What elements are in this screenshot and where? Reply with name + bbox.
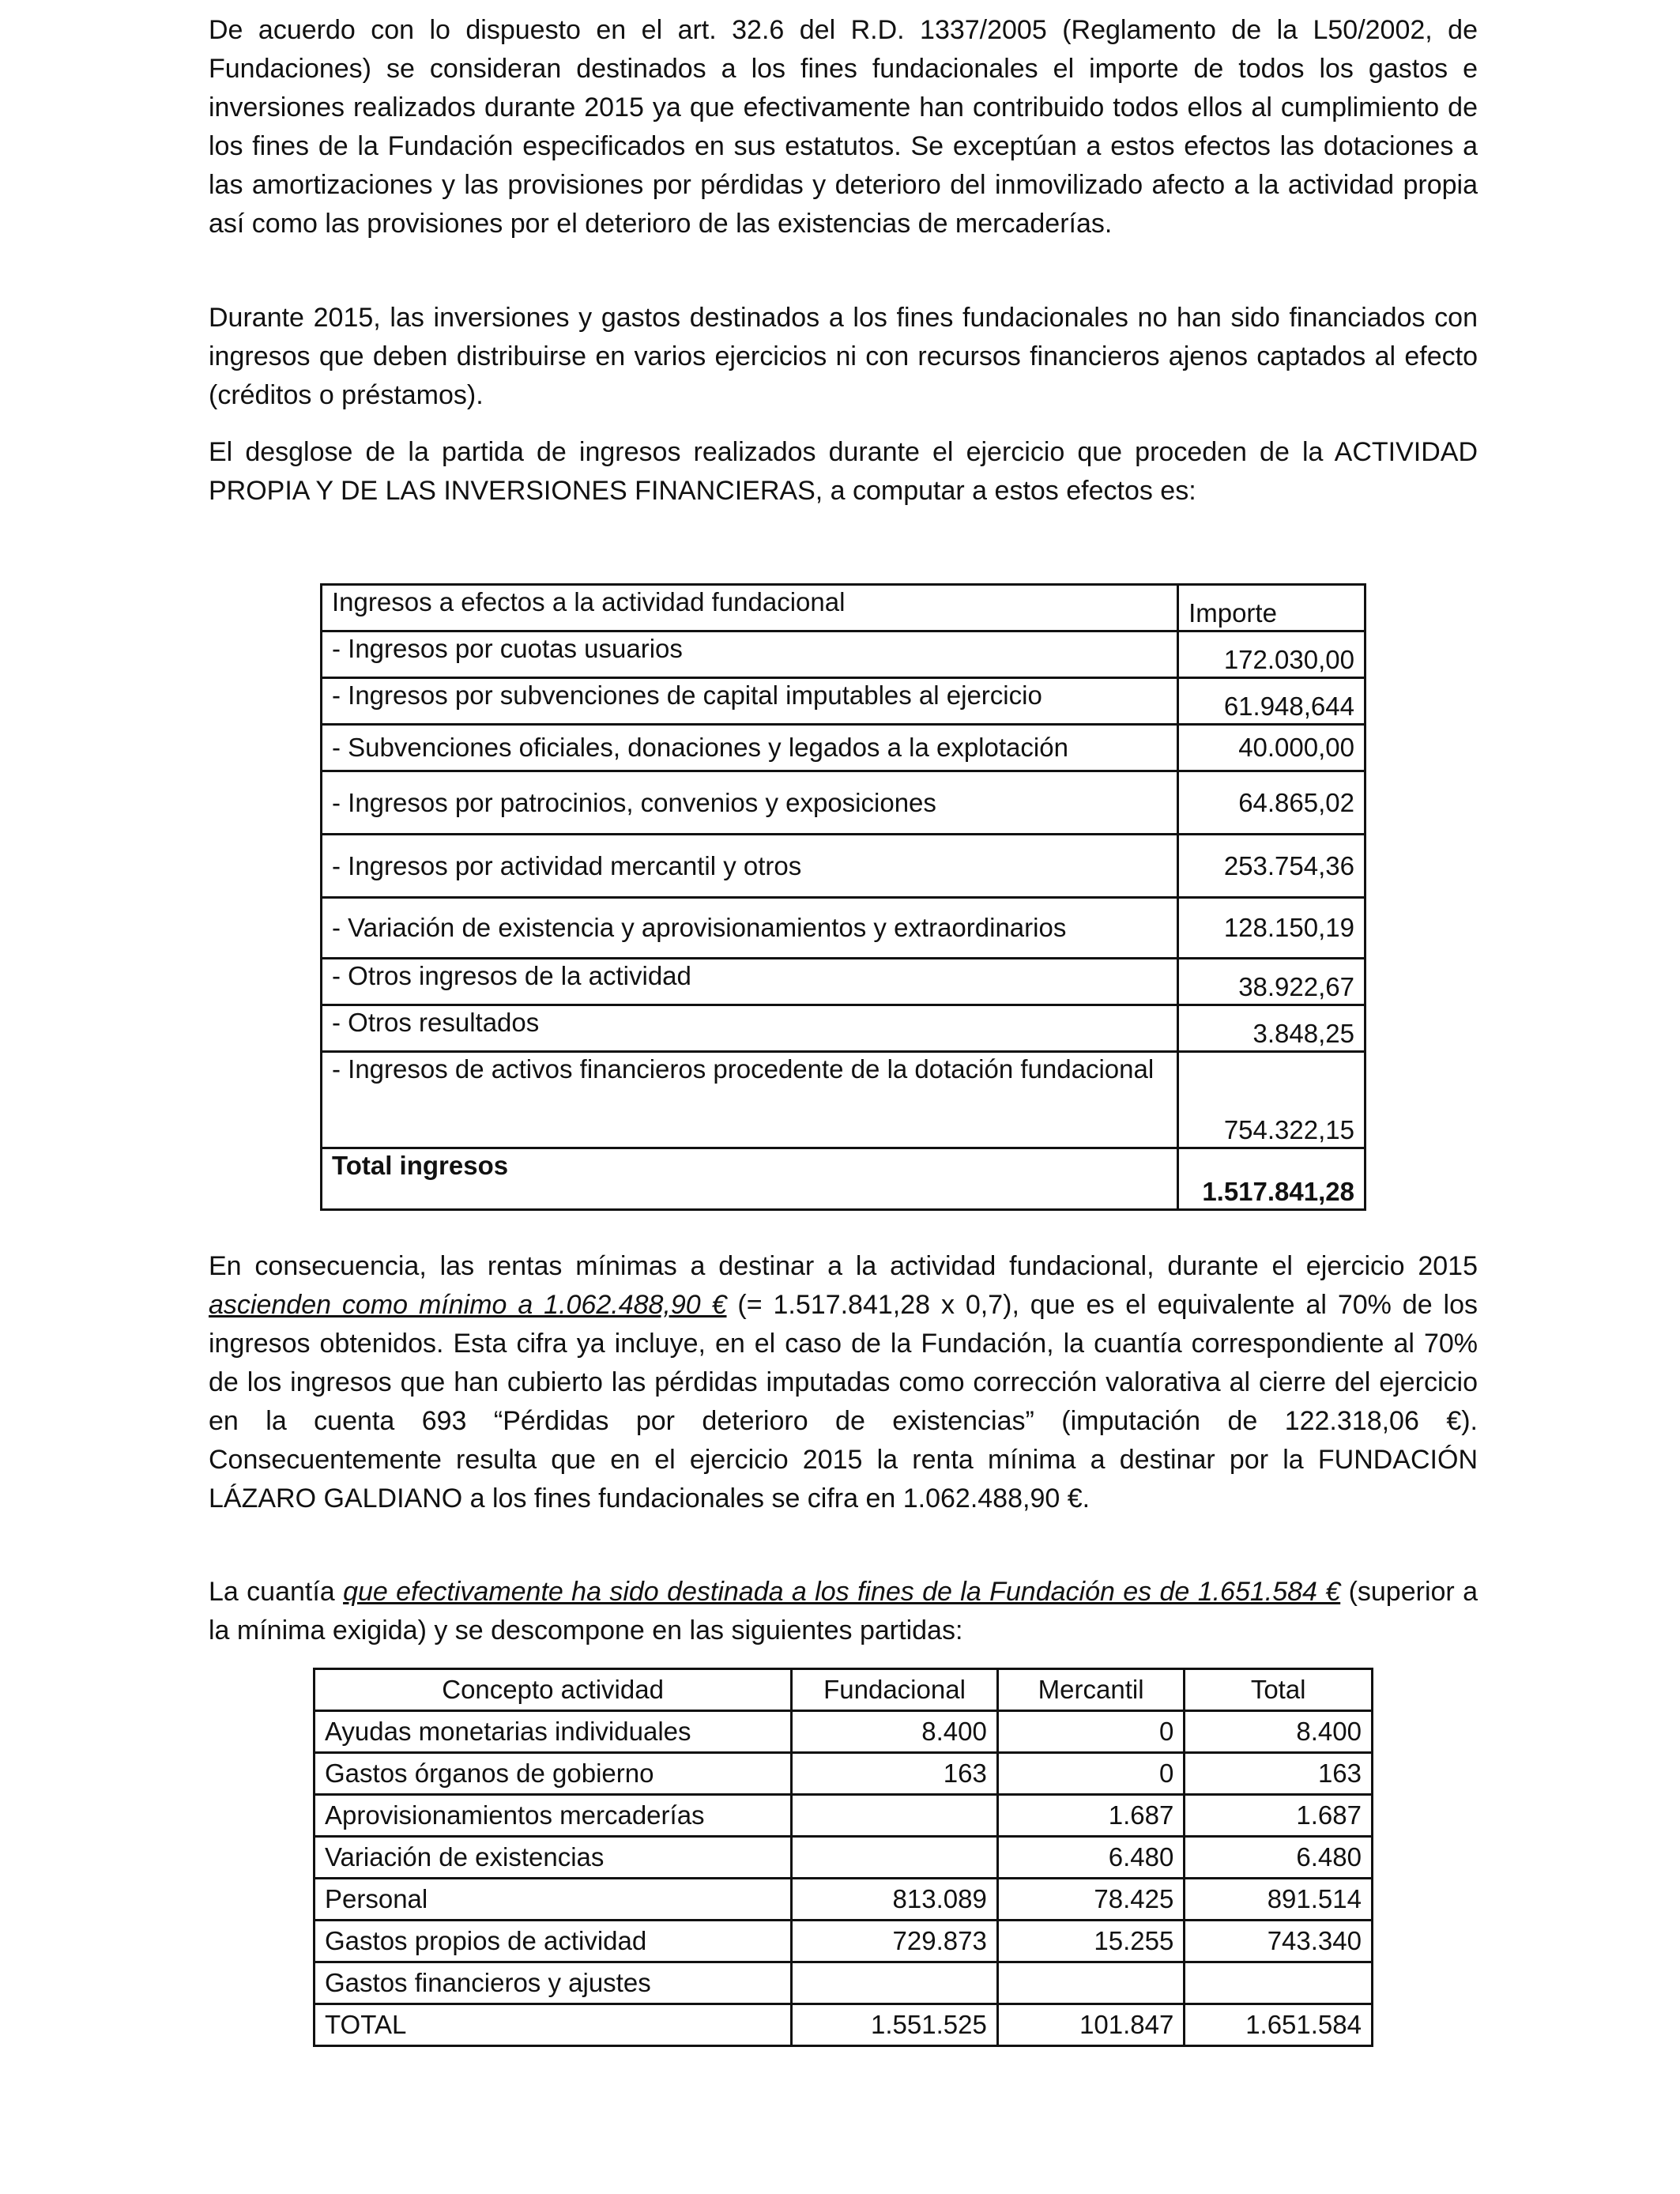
income-total-row	[322, 1148, 1365, 1210]
expense-fundacional: 163	[792, 1753, 998, 1795]
income-row	[322, 771, 1365, 835]
expense-total: 891.514	[1185, 1879, 1373, 1921]
expense-table-header	[315, 1669, 1373, 1711]
rentas-text-start: En consecuencia, las rentas mínimas a destinar a la actividad fundacional, durante el ejercicio 2015	[209, 1251, 1478, 1281]
expense-total-row	[315, 2004, 1373, 2046]
income-row-amount: 61.948,644	[1178, 678, 1365, 725]
income-row-label: - Otros ingresos de la actividad	[322, 959, 1178, 1005]
income-total-label: Total ingresos	[322, 1148, 1178, 1210]
rentas-minimas-highlight: ascienden como mínimo a 1.062.488,90 €	[209, 1290, 727, 1320]
income-row	[322, 1005, 1365, 1052]
income-row	[322, 1052, 1365, 1148]
expense-row	[315, 1962, 1373, 2004]
income-row	[322, 678, 1365, 725]
paragraph-fines-fundacionales: De acuerdo con lo dispuesto en el art. 32.6 del R.D. 1337/2005 (Reglamento de la L50/2002, de Fundaciones) se consideran destinados a los fines fundacionales el importe de todos los gastos e inversiones realizados durante 2015 ya que efectivamente han contribuido todos ellos al cumplimiento de los fines de la Fundación especificados en sus estatutos. Se exceptúan a estos efectos las dotaciones a las amortizaciones y las provisiones por pérdidas y deterioro del inmovilizado afecto a la actividad propia así como las provisiones por el deterioro de las existencias de mercaderías.	[209, 15, 1478, 239]
expense-total: 1.687	[1185, 1795, 1373, 1837]
income-row-amount: 128.150,19	[1178, 898, 1365, 959]
income-table-header	[322, 585, 1365, 631]
expense-concepto: Gastos órganos de gobierno	[315, 1753, 792, 1795]
expense-header-mercantil: Mercantil	[997, 1669, 1185, 1711]
income-row-amount: 38.922,67	[1178, 959, 1365, 1005]
expense-total	[1185, 1962, 1373, 2004]
expense-concepto: TOTAL	[315, 2004, 792, 2046]
expense-row	[315, 1795, 1373, 1837]
paragraph-desglose-ingresos: El desglose de la partida de ingresos realizados durante el ejercicio que proceden de la ACTIVIDAD PROPIA Y DE LAS INVERSIONES FINANCIERAS, a computar a estos efectos es:	[209, 437, 1478, 506]
expense-concepto: Gastos financieros y ajustes	[315, 1962, 792, 2004]
expense-total: 8.400	[1185, 1711, 1373, 1753]
expense-total: 1.651.584	[1185, 2004, 1373, 2046]
expense-fundacional: 813.089	[792, 1879, 998, 1921]
expense-concepto: Personal	[315, 1879, 792, 1921]
expense-concepto: Gastos propios de actividad	[315, 1921, 792, 1962]
expense-fundacional: 8.400	[792, 1711, 998, 1753]
expense-row	[315, 1711, 1373, 1753]
expense-concepto: Ayudas monetarias individuales	[315, 1711, 792, 1753]
expense-mercantil: 78.425	[997, 1879, 1185, 1921]
rentas-text-end: (= 1.517.841,28 x 0,7), que es el equivalente al 70% de los ingresos obtenidos. Esta cifra ya incluye, en el caso de la Fundación, la cuantía correspondiente al 70% de los ingresos que han cubierto las pérdidas imputadas como corrección valorativa al cierre del ejercicio en la cuenta 693 “Pérdidas por deterioro de existencias” (imputación de 122.318,06 €). Consecuentemente resulta que en el ejercicio 2015 la renta mínima a destinar por la FUNDACIÓN LÁZARO GALDIANO a los fines fundacionales se cifra en 1.062.488,90 €.	[209, 1290, 1478, 1514]
expense-header-total: Total	[1185, 1669, 1373, 1711]
income-row-label: - Otros resultados	[322, 1005, 1178, 1052]
expense-fundacional: 1.551.525	[792, 2004, 998, 2046]
expense-header-concepto: Concepto actividad	[315, 1669, 792, 1711]
expense-fundacional: 729.873	[792, 1921, 998, 1962]
income-total-amount: 1.517.841,28	[1178, 1148, 1365, 1210]
income-row-label: - Ingresos por actividad mercantil y otros	[322, 835, 1178, 898]
income-row	[322, 631, 1365, 678]
expense-mercantil: 0	[997, 1753, 1185, 1795]
paragraph-rentas-minimas	[209, 1247, 1478, 1518]
income-row-amount: 40.000,00	[1178, 725, 1365, 771]
income-row-label: - Ingresos de activos financieros procedente de la dotación fundacional	[322, 1052, 1178, 1148]
paragraph-financiacion: Durante 2015, las inversiones y gastos destinados a los fines fundacionales no han sido financiados con ingresos que deben distribuirse en varios ejercicios ni con recursos financieros ajenos captados al efecto (créditos o préstamos).	[209, 303, 1478, 410]
expense-fundacional	[792, 1962, 998, 2004]
paragraph-cuantia-destinada	[209, 1573, 1478, 1650]
cuantia-highlight: que efectivamente ha sido destinada a los fines de la Fundación es de 1.651.584 €	[343, 1577, 1341, 1607]
expense-mercantil: 15.255	[997, 1921, 1185, 1962]
income-row-label: - Ingresos por cuotas usuarios	[322, 631, 1178, 678]
income-header-amount: Importe	[1178, 585, 1365, 631]
expense-row	[315, 1837, 1373, 1879]
expense-mercantil: 0	[997, 1711, 1185, 1753]
expense-fundacional	[792, 1795, 998, 1837]
income-row-amount: 754.322,15	[1178, 1052, 1365, 1148]
expense-header-fundacional: Fundacional	[792, 1669, 998, 1711]
expense-table	[313, 1668, 1373, 2047]
income-row-amount: 3.848,25	[1178, 1005, 1365, 1052]
income-row-label: - Ingresos por subvenciones de capital imputables al ejercicio	[322, 678, 1178, 725]
expense-concepto: Aprovisionamientos mercaderías	[315, 1795, 792, 1837]
income-row	[322, 725, 1365, 771]
expense-mercantil: 101.847	[997, 2004, 1185, 2046]
income-header-label: Ingresos a efectos a la actividad fundacional	[322, 585, 1178, 631]
cuantia-text-start: La cuantía	[209, 1577, 344, 1607]
income-row	[322, 835, 1365, 898]
income-row-amount: 64.865,02	[1178, 771, 1365, 835]
expense-mercantil: 1.687	[997, 1795, 1185, 1837]
expense-concepto: Variación de existencias	[315, 1837, 792, 1879]
expense-row	[315, 1921, 1373, 1962]
income-table	[320, 583, 1366, 1211]
expense-total: 6.480	[1185, 1837, 1373, 1879]
expense-mercantil	[997, 1962, 1185, 2004]
income-row-label: - Variación de existencia y aprovisionamientos y extraordinarios	[322, 898, 1178, 959]
expense-row	[315, 1753, 1373, 1795]
expense-fundacional	[792, 1837, 998, 1879]
cuantia-text-end: (superior a la mínima exigida) y se descompone en las siguientes partidas:	[209, 1577, 1478, 1646]
expense-mercantil: 6.480	[997, 1837, 1185, 1879]
income-row-label: - Ingresos por patrocinios, convenios y exposiciones	[322, 771, 1178, 835]
income-row	[322, 898, 1365, 959]
income-row-amount: 172.030,00	[1178, 631, 1365, 678]
income-row-amount: 253.754,36	[1178, 835, 1365, 898]
income-row-label: - Subvenciones oficiales, donaciones y legados a la explotación	[322, 725, 1178, 771]
expense-total: 743.340	[1185, 1921, 1373, 1962]
income-row	[322, 959, 1365, 1005]
expense-row	[315, 1879, 1373, 1921]
expense-total: 163	[1185, 1753, 1373, 1795]
